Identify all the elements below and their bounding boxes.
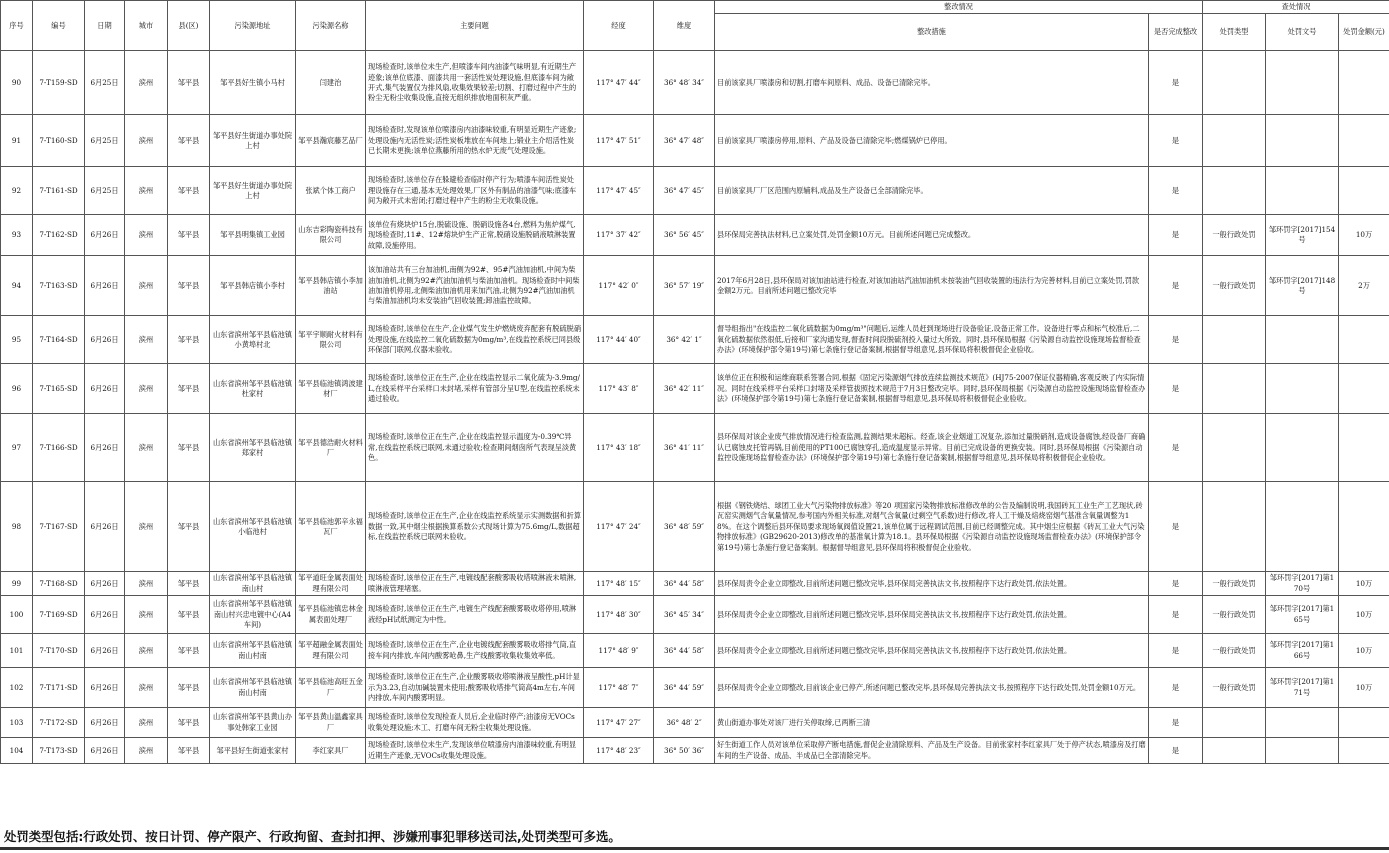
seq-cell: 96 — [1, 364, 33, 414]
seq-cell: 95 — [1, 316, 33, 364]
penalty-amount-cell: 10万 — [1339, 668, 1389, 708]
source-cell: 邹平县临池镇忠林金属表面处理厂 — [296, 596, 366, 634]
county-cell: 邹平县 — [168, 738, 210, 764]
longitude-cell: 117° 47′ 45″ — [584, 167, 654, 215]
source-cell: 李红家具厂 — [296, 738, 366, 764]
county-cell: 邹平县 — [168, 572, 210, 596]
done-cell: 是 — [1149, 596, 1203, 634]
penalty-type-cell — [1203, 115, 1266, 167]
latitude-cell: 36° 56′ 45″ — [654, 215, 715, 256]
measures-cell: 2017年6月28日,县环保局对该加油站进行检查,对该加油站汽油加油机未按装油气回收装置的违法行为完善材料,目前已立案处罚,罚款金额2万元。目前所述问题已整改完毕 — [715, 256, 1149, 316]
longitude-cell: 117° 47′ 27″ — [584, 708, 654, 738]
source-cell: 邹平县临池镇鸿波建材厂 — [296, 364, 366, 414]
col-header-measures: 整改措施 — [715, 14, 1149, 51]
code-cell: 7-T165-SD — [33, 364, 85, 414]
address-cell: 山东省滨州邹平县临池镇南山村南 — [210, 668, 296, 708]
penalty-type-cell — [1203, 738, 1266, 764]
seq-cell: 103 — [1, 708, 33, 738]
code-cell: 7-T159-SD — [33, 51, 85, 115]
latitude-cell: 36° 47′ 45″ — [654, 167, 715, 215]
col-header-city: 城市 — [125, 1, 168, 51]
county-cell: 邹平县 — [168, 167, 210, 215]
address-cell: 山东省滨州邹平县临池镇南山村南 — [210, 634, 296, 668]
latitude-cell: 36° 47′ 48″ — [654, 115, 715, 167]
date-cell: 6月26日 — [85, 708, 125, 738]
date-cell: 6月25日 — [85, 167, 125, 215]
table-row — [1, 738, 1389, 764]
measures-cell: 目前该家具厂厂区范围内原辅料,成品及生产设备已全部清除完毕。 — [715, 167, 1149, 215]
longitude-cell: 117° 48′ 15″ — [584, 572, 654, 596]
measures-cell: 县环保局责令企业立即整改,目前所述问题已整改完毕,县环保局完善执法文书,按照程序下达行政处罚,依法处置。 — [715, 572, 1149, 596]
measures-cell: 目前该家具厂喷漆房和切割,打磨车间原料、成品、设备已清除完毕。 — [715, 51, 1149, 115]
penalty-type-cell: 一般行政处罚 — [1203, 572, 1266, 596]
penalty-amount-cell — [1339, 316, 1389, 364]
table-row — [1, 364, 1389, 414]
longitude-cell: 117° 43′ 8″ — [584, 364, 654, 414]
penalty-type-cell — [1203, 51, 1266, 115]
source-cell: 邹平县韩店镇小李加油站 — [296, 256, 366, 316]
code-cell: 7-T172-SD — [33, 708, 85, 738]
longitude-cell: 117° 48′ 7″ — [584, 668, 654, 708]
problem-cell: 现场检查时,该单位在生产,企业煤气发生炉燃烧废弃配套有脱硫脱硝处理设施,在线监控二氧化硫数据为0mg/m³,在线监控系统已同县级环保部门联网,仪器未验收。 — [366, 316, 584, 364]
measures-cell: 督导组指出"在线监控二氧化硫数据为0mg/m³"问题后,运维人员赶到现场进行设备验证,设备正常工作。设备进行零点和标气校准后,二氧化硫数据依然很低,后接和厂家沟通发现,督查时间段脱硫剂投入量过大所致。同时,县环保局根据《污染源自动监控设施现场监督检查办法》(环境保护部令第19号)第七条施行登记备案制,根据督导组意见,县环保局将积极督促企业验收。 — [715, 316, 1149, 364]
latitude-cell: 36° 41′ 11″ — [654, 414, 715, 482]
date-cell: 6月26日 — [85, 634, 125, 668]
code-cell: 7-T173-SD — [33, 738, 85, 764]
penalty-amount-cell — [1339, 414, 1389, 482]
table-row — [1, 316, 1389, 364]
code-cell: 7-T171-SD — [33, 668, 85, 708]
table-row — [1, 215, 1389, 256]
latitude-cell: 36° 48′ 34″ — [654, 51, 715, 115]
county-cell: 邹平县 — [168, 51, 210, 115]
seq-cell: 98 — [1, 482, 33, 572]
penalty-doc-cell — [1266, 414, 1339, 482]
city-cell: 滨州 — [125, 634, 168, 668]
measures-cell: 黄山街道办事处对该厂进行关停取缔,已两断三清 — [715, 708, 1149, 738]
address-cell: 山东省滨州邹平县临池镇小黄埠村北 — [210, 316, 296, 364]
county-cell: 邹平县 — [168, 215, 210, 256]
penalty-type-cell — [1203, 316, 1266, 364]
date-cell: 6月26日 — [85, 215, 125, 256]
latitude-cell: 36° 50′ 36″ — [654, 738, 715, 764]
longitude-cell: 117° 47′ 44″ — [584, 51, 654, 115]
code-cell: 7-T162-SD — [33, 215, 85, 256]
date-cell: 6月26日 — [85, 596, 125, 634]
table-row — [1, 708, 1389, 738]
seq-cell: 102 — [1, 668, 33, 708]
penalty-amount-cell — [1339, 482, 1389, 572]
done-cell: 是 — [1149, 482, 1203, 572]
latitude-cell: 36° 45′ 34″ — [654, 596, 715, 634]
measures-cell: 县环保局责令企业立即整改,目前该企业已停产,所述问题已整改完毕,县环保局完善执法文书,按照程序下达行政处罚,处罚金额10万元。 — [715, 668, 1149, 708]
penalty-type-cell: 一般行政处罚 — [1203, 596, 1266, 634]
latitude-cell: 36° 48′ 2″ — [654, 708, 715, 738]
longitude-cell: 117° 48′ 23″ — [584, 738, 654, 764]
seq-cell: 97 — [1, 414, 33, 482]
problem-cell: 现场检查时,该单位正在生产,企业在线监控系统显示实测数据和折算数据一致,其中烟尘根据换算系数公式现场计算为75.6mg/L,数据超标,在线监控系统已联网未验收。 — [366, 482, 584, 572]
col-header-longitude: 经度 — [584, 1, 654, 51]
longitude-cell: 117° 47′ 24″ — [584, 482, 654, 572]
city-cell: 滨州 — [125, 215, 168, 256]
code-cell: 7-T166-SD — [33, 414, 85, 482]
source-cell: 张斌个体工商户 — [296, 167, 366, 215]
code-cell: 7-T160-SD — [33, 115, 85, 167]
problem-cell: 现场检查时,该单位正在生产,电镀线配套酸雾吸收塔喷淋液未喷淋,喷淋液管理堵塞。 — [366, 572, 584, 596]
measures-cell: 好生街道工作人员对该单位采取停产断电措施,督促企业清除原料、产品及生产设备。目前张家村李红家具厂处于停产状态,喷漆房及打磨车间的生产设备、成品、半成品已全部清除完毕。 — [715, 738, 1149, 764]
done-cell: 是 — [1149, 668, 1203, 708]
code-cell: 7-T163-SD — [33, 256, 85, 316]
penalty-doc-cell — [1266, 364, 1339, 414]
source-cell: 邹平道旺金属表面处理有限公司 — [296, 572, 366, 596]
seq-cell: 99 — [1, 572, 33, 596]
code-cell: 7-T169-SD — [33, 596, 85, 634]
city-cell: 滨州 — [125, 51, 168, 115]
source-cell: 闫建治 — [296, 51, 366, 115]
problem-cell: 该单位有烧块炉15台,脱硫设施、脱硝设施各4台,燃料为焦炉煤气,现场检查时,11#、12#熔块炉生产正常,脱硝设施脱硝液喷淋装置故障,设施停用。 — [366, 215, 584, 256]
penalty-doc-cell — [1266, 738, 1339, 764]
table-body — [1, 51, 1389, 764]
address-cell: 山东省滨州邹平县黄山办事处韩家工业园 — [210, 708, 296, 738]
latitude-cell: 36° 44′ 59″ — [654, 668, 715, 708]
date-cell: 6月26日 — [85, 482, 125, 572]
penalty-doc-cell — [1266, 51, 1339, 115]
table-row — [1, 596, 1389, 634]
problem-cell: 现场检查时,该单位存在躲避检查临时停产行为;喷漆车间活性炭处理设施存在三通,基本无处理效果,厂区外有制品的油漆气味;底漆车间为敞开式未密闭;打磨过程中产生的粉尘无收集设施。 — [366, 167, 584, 215]
city-cell: 滨州 — [125, 482, 168, 572]
bottom-rule — [0, 847, 1389, 850]
address-cell: 山东省滨州邹平县临池镇杜家村 — [210, 364, 296, 414]
col-header-latitude: 维度 — [654, 1, 715, 51]
penalty-amount-cell: 10万 — [1339, 634, 1389, 668]
done-cell: 是 — [1149, 316, 1203, 364]
done-cell: 是 — [1149, 634, 1203, 668]
city-cell: 滨州 — [125, 708, 168, 738]
table-row — [1, 634, 1389, 668]
penalty-amount-cell: 10万 — [1339, 215, 1389, 256]
latitude-cell: 36° 44′ 58″ — [654, 634, 715, 668]
county-cell: 邹平县 — [168, 115, 210, 167]
penalty-doc-cell: 邹环罚字[2017]第171号 — [1266, 668, 1339, 708]
address-cell: 山东省滨州邹平县临池镇南山村兴忠电镀中心(A4车间) — [210, 596, 296, 634]
penalty-type-cell — [1203, 482, 1266, 572]
city-cell: 滨州 — [125, 167, 168, 215]
penalty-amount-cell — [1339, 115, 1389, 167]
longitude-cell: 117° 37′ 42″ — [584, 215, 654, 256]
done-cell: 是 — [1149, 167, 1203, 215]
penalty-type-cell: 一般行政处罚 — [1203, 215, 1266, 256]
county-cell: 邹平县 — [168, 634, 210, 668]
measures-cell: 根据《钢铁烧结、球团工业大气污染物排放标准》等20 项国家污染物排放标准修改单的公告及编制说明,我国砖瓦工业生产工艺现状,砖瓦窑实测烟气含氧量情况,参考国内外相关标准,对烟气含氧量(过剩空气系数)进行修改,将人工干燥及焙烧窑烟气基准含氧量调整为18%。在这个调整后县环保局要求现场氧阀值设置21,该单位属于远程调试范围,目前已经调整完成。其中烟尘应根据《砖瓦工业大气污染物排放标准》(GB29620-2013)修改单的基准氧计算为18.1。县环保局根据《污染源自动监控设施现场监督检查办法》(环境保护部令第19号)第七条施行登记备案制。根据督导组意见,县环保局将积极督促企业验收。 — [715, 482, 1149, 572]
city-cell: 滨州 — [125, 572, 168, 596]
source-cell: 邹平宇顺耐火材料有限公司 — [296, 316, 366, 364]
city-cell: 滨州 — [125, 668, 168, 708]
done-cell: 是 — [1149, 215, 1203, 256]
measures-cell: 县环保局责令企业立即整改,目前所述问题已整改完毕,县环保局完善执法文书,按照程序下达行政处罚,依法处置。 — [715, 634, 1149, 668]
penalty-doc-cell — [1266, 316, 1339, 364]
date-cell: 6月25日 — [85, 51, 125, 115]
source-cell: 邹平县临池郭辛永福瓦厂 — [296, 482, 366, 572]
county-cell: 邹平县 — [168, 668, 210, 708]
penalty-doc-cell: 邹环罚字[2017]第166号 — [1266, 634, 1339, 668]
col-header-county: 县(区) — [168, 1, 210, 51]
penalty-type-cell: 一般行政处罚 — [1203, 634, 1266, 668]
problem-cell: 现场检查时,该单位正在生产,电镀生产线配套酸雾吸收塔停用,喷淋液经pH试纸测定为中性。 — [366, 596, 584, 634]
penalty-doc-cell — [1266, 708, 1339, 738]
city-cell: 滨州 — [125, 414, 168, 482]
done-cell: 是 — [1149, 256, 1203, 316]
penalty-amount-cell — [1339, 738, 1389, 764]
penalty-doc-cell — [1266, 115, 1339, 167]
done-cell: 是 — [1149, 738, 1203, 764]
city-cell: 滨州 — [125, 256, 168, 316]
address-cell: 山东省滨州邹平县临池镇小临池村 — [210, 482, 296, 572]
problem-cell: 现场检查时,该单位正在生产,企业在线监控显示温度为-0.39℃异常,在线监控系统已联网,未通过验收;检查期间烟囱所气表现呈淡黄色。 — [366, 414, 584, 482]
county-cell: 邹平县 — [168, 414, 210, 482]
source-cell: 邹平超融金属表面处理有限公司 — [296, 634, 366, 668]
table-row — [1, 572, 1389, 596]
col-header-penalty-amount: 处罚金额(元) — [1339, 14, 1389, 51]
col-group-rectification: 整改情况 — [715, 1, 1203, 14]
penalty-type-cell — [1203, 364, 1266, 414]
latitude-cell: 36° 48′ 59″ — [654, 482, 715, 572]
city-cell: 滨州 — [125, 115, 168, 167]
problem-cell: 现场检查时,该单位正在生产,企业酸雾吸收塔喷淋液呈酸性,pH计显示为3.23,自动加碱装置未使用;酸雾吸收塔排气筒高4m左右,车间内排放,车间内酸雾明显。 — [366, 668, 584, 708]
done-cell: 是 — [1149, 708, 1203, 738]
penalty-type-cell — [1203, 167, 1266, 215]
col-header-done: 是否完成整改 — [1149, 14, 1203, 51]
address-cell: 邹平县好生街道办事处院上村 — [210, 167, 296, 215]
table-row — [1, 115, 1389, 167]
problem-cell: 现场检查时,该单位正在生产,企业电镀线配套酸雾吸收塔排气筒,直接车间内排放,车间内酸雾呛鼻,生产线酸雾收集收集效率低。 — [366, 634, 584, 668]
county-cell: 邹平县 — [168, 316, 210, 364]
table-row — [1, 167, 1389, 215]
seq-cell: 91 — [1, 115, 33, 167]
source-cell: 邹平县瀚宸藤艺品厂 — [296, 115, 366, 167]
problem-cell: 现场检查时,该单位未生产,但喷漆车间内油漆气味明显,有近期生产迹象;该单位底漆、面漆共用一套活性炭处理设施,但底漆车间为敞开式,集气装置仅为排风扇,收集效果较差;切割、打磨过程中产生的粉尘无粉尘收集设施,直接无组织排放地面积灰严重。 — [366, 51, 584, 115]
seq-cell: 101 — [1, 634, 33, 668]
penalty-amount-cell — [1339, 167, 1389, 215]
penalty-type-cell — [1203, 708, 1266, 738]
seq-cell: 90 — [1, 51, 33, 115]
table-row — [1, 668, 1389, 708]
problem-cell: 现场检查时,该单位未生产,发现该单位喷漆房内油漆味较重,有明显近期生产迹象,无VOCs收集处理设施。 — [366, 738, 584, 764]
address-cell: 山东省滨州邹平县临池镇郑家村 — [210, 414, 296, 482]
seq-cell: 94 — [1, 256, 33, 316]
problem-cell: 现场检查时,该单位发现检查人员后,企业临时停产;油漆房无VOCs收集处理设施;木工、打磨车间无粉尘收集处理设施。 — [366, 708, 584, 738]
measures-cell: 目前该家具厂喷漆房停用,原料、产品及设备已清除完毕;燃煤锅炉已停用。 — [715, 115, 1149, 167]
longitude-cell: 117° 47′ 51″ — [584, 115, 654, 167]
penalty-doc-cell — [1266, 167, 1339, 215]
date-cell: 6月26日 — [85, 316, 125, 364]
penalty-doc-cell: 邹环罚字[2017]第170号 — [1266, 572, 1339, 596]
done-cell: 是 — [1149, 51, 1203, 115]
col-group-penalty: 查处情况 — [1203, 1, 1389, 14]
col-header-address: 污染源地址 — [210, 1, 296, 51]
longitude-cell: 117° 44′ 40″ — [584, 316, 654, 364]
latitude-cell: 36° 44′ 58″ — [654, 572, 715, 596]
address-cell: 邹平县好生镇小马村 — [210, 51, 296, 115]
code-cell: 7-T164-SD — [33, 316, 85, 364]
code-cell: 7-T167-SD — [33, 482, 85, 572]
penalty-doc-cell: 邹环罚字[2017]148号 — [1266, 256, 1339, 316]
date-cell: 6月26日 — [85, 364, 125, 414]
code-cell: 7-T168-SD — [33, 572, 85, 596]
address-cell: 邹平县韩店镇小李村 — [210, 256, 296, 316]
measures-cell: 县环保局对该企业废气排放情况进行检查监测,监测结果未超标。经查,该企业烟道工况复杂,添加过量脱硝剂,造成设备腐蚀,经设备厂商确认已腐蚀皮托管再锅,目前使用的PT100已腐蚀穿孔,造成温度显示异常。目前已完成设备的更换安装。同时,县环保局根据《污染源自动监控设施现场监督检查办法》(环境保护部令第19号)第七条施行登记备案制,根据督导组意见,县环保局将积极督促企业验收。 — [715, 414, 1149, 482]
done-cell: 是 — [1149, 364, 1203, 414]
address-cell: 山东省滨州邹平县临池镇南山村 — [210, 572, 296, 596]
source-cell: 邹平县黄山温鑫家具厂 — [296, 708, 366, 738]
penalty-doc-cell — [1266, 482, 1339, 572]
penalty-amount-cell — [1339, 51, 1389, 115]
penalty-amount-cell: 10万 — [1339, 572, 1389, 596]
longitude-cell: 117° 48′ 9″ — [584, 634, 654, 668]
col-header-seq: 序号 — [1, 1, 33, 51]
county-cell: 邹平县 — [168, 708, 210, 738]
city-cell: 滨州 — [125, 596, 168, 634]
date-cell: 6月25日 — [85, 115, 125, 167]
source-cell: 邹平县临池高旺五金厂 — [296, 668, 366, 708]
date-cell: 6月26日 — [85, 256, 125, 316]
date-cell: 6月26日 — [85, 668, 125, 708]
problem-cell: 该加油站共有三台加油机,南侧为92#、95#汽油加油机,中间为柴油加油机,北侧为92#汽油加油机与柴油加油机。现场检查时中间柴油加油机停用,北侧柴油加油机用来加汽油,北侧为92#汽油加油机与柴油加油机均未安装油气回收装置;卸油监控故障。 — [366, 256, 584, 316]
col-header-code: 编号 — [33, 1, 85, 51]
col-header-date: 日期 — [85, 1, 125, 51]
col-header-penalty-doc: 处罚文号 — [1266, 14, 1339, 51]
penalty-amount-cell: 10万 — [1339, 596, 1389, 634]
table-row — [1, 256, 1389, 316]
address-cell: 邹平县明集镇工业园 — [210, 215, 296, 256]
county-cell: 邹平县 — [168, 596, 210, 634]
col-header-penalty-type: 处罚类型 — [1203, 14, 1266, 51]
address-cell: 邹平县好生街道张家村 — [210, 738, 296, 764]
longitude-cell: 117° 48′ 30″ — [584, 596, 654, 634]
seq-cell: 93 — [1, 215, 33, 256]
measures-cell: 县环保局完善执法材料,已立案处罚,处罚金额10万元。目前所述问题已完成整改。 — [715, 215, 1149, 256]
penalty-amount-cell — [1339, 364, 1389, 414]
penalty-type-cell: 一般行政处罚 — [1203, 256, 1266, 316]
date-cell: 6月26日 — [85, 572, 125, 596]
latitude-cell: 36° 57′ 19″ — [654, 256, 715, 316]
address-cell: 邹平县好生街道办事处院上村 — [210, 115, 296, 167]
done-cell: 是 — [1149, 115, 1203, 167]
longitude-cell: 117° 42′ 0″ — [584, 256, 654, 316]
penalty-doc-cell: 邹环罚字[2017]154号 — [1266, 215, 1339, 256]
problem-cell: 现场检查时,该单位正在生产,企业在线监控显示二氧化硫为-3.9mg/L,在线采样平台采样口未封堵,采样有管部分呈U型,在线监控系统未通过验收。 — [366, 364, 584, 414]
penalty-type-cell — [1203, 414, 1266, 482]
code-cell: 7-T170-SD — [33, 634, 85, 668]
done-cell: 是 — [1149, 414, 1203, 482]
penalty-type-cell: 一般行政处罚 — [1203, 668, 1266, 708]
table-row — [1, 414, 1389, 482]
penalty-doc-cell: 邹环罚字[2017]第165号 — [1266, 596, 1339, 634]
seq-cell: 104 — [1, 738, 33, 764]
county-cell: 邹平县 — [168, 364, 210, 414]
measures-cell: 该单位正在积极和运维商联系签署合同,根据《固定污染源烟气排放连续监测技术规范》(HJ75-2007保证仪器精确,客观反映了内实际情况。同时在线采样平台采样口封堵及采样管拔照技术规范于7月3日整改完毕。同时,县环保局根据《污染源自动监控设施现场监督检查办法》(环境保护部令第19号)第七条施行登记备案制,根据督导组意见,县环保局将积极督促企业验收。 — [715, 364, 1149, 414]
date-cell: 6月26日 — [85, 738, 125, 764]
date-cell: 6月26日 — [85, 414, 125, 482]
source-cell: 邹平县德浩耐火材料厂 — [296, 414, 366, 482]
longitude-cell: 117° 43′ 18″ — [584, 414, 654, 482]
col-header-problem: 主要问题 — [366, 1, 584, 51]
latitude-cell: 36° 42′ 11″ — [654, 364, 715, 414]
table-row — [1, 51, 1389, 115]
measures-cell: 县环保局责令企业立即整改,目前所述问题已整改完毕,县环保局完善执法文书,按照程序下达行政处罚,依法处置。 — [715, 596, 1149, 634]
col-header-source: 污染源名称 — [296, 1, 366, 51]
seq-cell: 92 — [1, 167, 33, 215]
source-cell: 山东吉彩陶瓷科技有限公司 — [296, 215, 366, 256]
county-cell: 邹平县 — [168, 482, 210, 572]
city-cell: 滨州 — [125, 738, 168, 764]
penalty-amount-cell: 2万 — [1339, 256, 1389, 316]
footer-note: 处罚类型包括:行政处罚、按日计罚、停产限产、行政拘留、查封扣押、涉嫌刑事犯罪移送司法,处罚类型可多选。 — [4, 829, 621, 844]
problem-cell: 现场检查时,发现该单位喷漆房内油漆味较重,有明显近期生产迹象;处理设施内无活性炭;活性炭板堆放在车间地上;锻业主介绍活性炭已长期未更换;该单位燕藤所用的热水炉无废气处理设施。 — [366, 115, 584, 167]
county-cell: 邹平县 — [168, 256, 210, 316]
table-row — [1, 482, 1389, 572]
code-cell: 7-T161-SD — [33, 167, 85, 215]
penalty-amount-cell — [1339, 708, 1389, 738]
done-cell: 是 — [1149, 572, 1203, 596]
city-cell: 滨州 — [125, 364, 168, 414]
latitude-cell: 36° 42′ 1″ — [654, 316, 715, 364]
city-cell: 滨州 — [125, 316, 168, 364]
seq-cell: 100 — [1, 596, 33, 634]
